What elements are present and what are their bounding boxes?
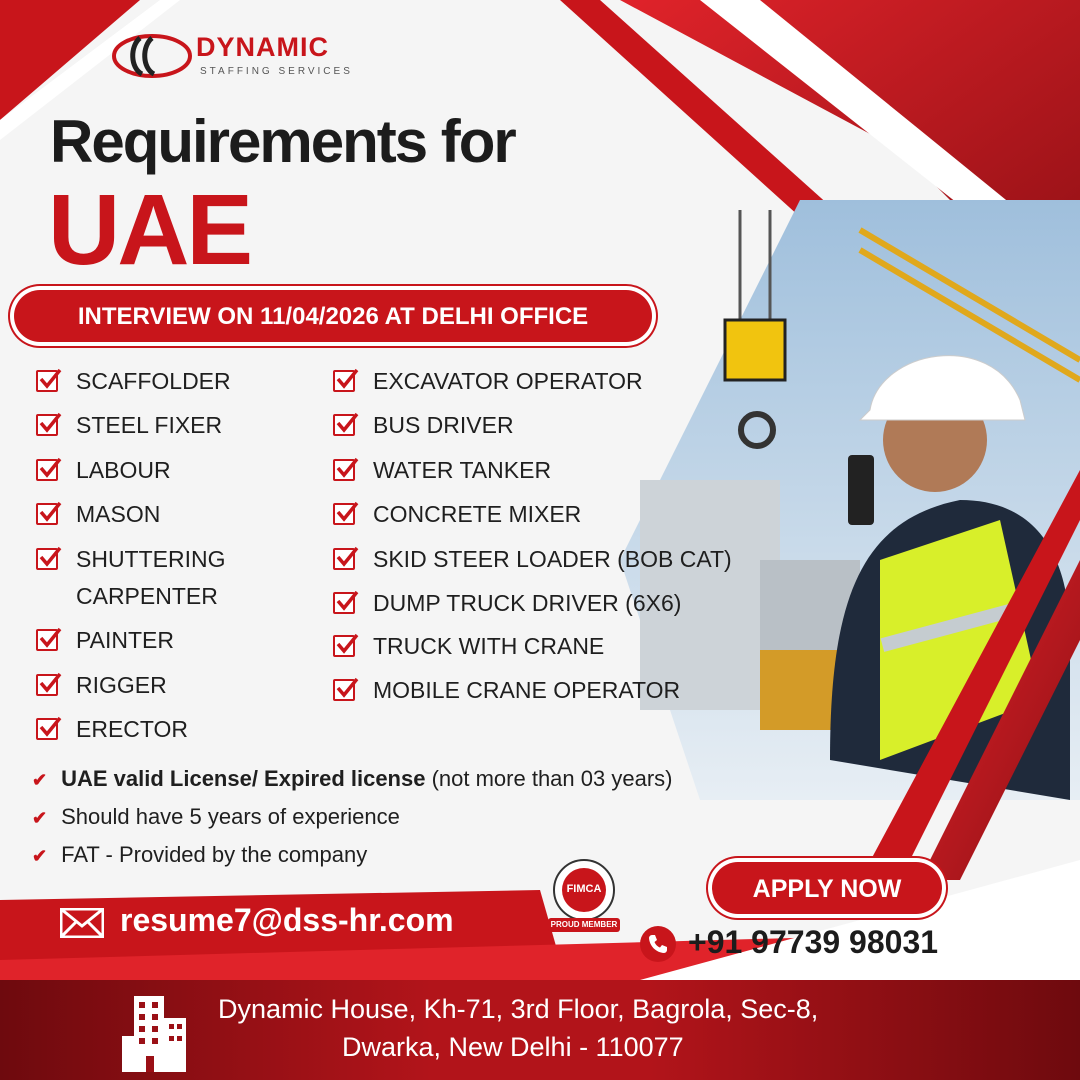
- job-label: ERECTOR: [76, 716, 189, 742]
- address-line1: Dynamic House, Kh-71, 3rd Floor, Bagrola, Sec-8,: [218, 994, 819, 1024]
- checkbox-icon: [36, 503, 58, 525]
- job-label: LABOUR: [76, 457, 171, 483]
- envelope-icon: [60, 908, 104, 938]
- check-mark-icon: ✔: [32, 846, 48, 866]
- fimca-ribbon: PROUD MEMBER: [550, 920, 618, 929]
- interview-banner-text: INTERVIEW ON 11/04/2026 AT DELHI OFFICE: [77, 303, 589, 330]
- address-line2: Dwarka, New Delhi - 110077: [342, 1032, 684, 1062]
- checkbox-icon: [333, 548, 355, 570]
- fimca-seal-icon: [544, 856, 624, 936]
- job-label: SCAFFOLDER: [76, 368, 231, 394]
- dss-monogram-logo: [112, 28, 192, 84]
- brand-logo: [112, 22, 382, 92]
- checkbox-icon: [333, 679, 355, 701]
- requirement-item: [32, 842, 367, 868]
- headline-line1: Requirements for: [50, 108, 515, 175]
- requirement-text: FAT - Provided by the company: [61, 842, 368, 867]
- apply-now-button[interactable]: [712, 862, 942, 914]
- email-address[interactable]: resume7@dss-hr.com: [120, 902, 454, 938]
- checkbox-icon: [36, 718, 58, 740]
- brand-tagline: STAFFING SERVICES: [200, 66, 353, 77]
- job-label: SKID STEER LOADER (BOB CAT): [373, 546, 732, 572]
- job-label: MOBILE CRANE OPERATOR: [373, 677, 681, 703]
- job-label: TRUCK WITH CRANE: [373, 633, 605, 659]
- checkbox-icon: [36, 370, 58, 392]
- email-contact[interactable]: [40, 888, 540, 956]
- checkbox-icon: [333, 370, 355, 392]
- checkbox-icon: [36, 629, 58, 651]
- job-label-continued: CARPENTER: [76, 583, 218, 609]
- checkbox-icon: [36, 459, 58, 481]
- brand-name: DYNAMIC: [196, 32, 329, 62]
- phone-icon: [640, 926, 676, 962]
- job-label: SHUTTERING: [76, 546, 226, 572]
- checkbox-icon: [36, 414, 58, 436]
- headline-country: UAE: [48, 174, 251, 286]
- interview-banner: [14, 290, 652, 342]
- requirement-text: Should have 5 years of experience: [61, 804, 400, 829]
- checkbox-icon: [333, 414, 355, 436]
- requirement-bold: UAE valid License/ Expired license: [61, 766, 426, 791]
- requirement-item: [32, 766, 672, 792]
- requirement-text: (not more than 03 years): [425, 766, 673, 791]
- checkbox-icon: [36, 674, 58, 696]
- job-label: CONCRETE MIXER: [373, 501, 582, 527]
- checkbox-icon: [333, 635, 355, 657]
- job-label: DUMP TRUCK DRIVER (6X6): [373, 590, 682, 616]
- requirement-item: [32, 804, 400, 830]
- checkbox-icon: [36, 548, 58, 570]
- job-label: EXCAVATOR OPERATOR: [373, 368, 643, 394]
- check-mark-icon: ✔: [32, 808, 48, 828]
- checkbox-icon: [333, 592, 355, 614]
- check-mark-icon: ✔: [32, 770, 48, 790]
- job-label: BUS DRIVER: [373, 412, 514, 438]
- apply-now-label: APPLY NOW: [752, 875, 902, 903]
- checkbox-icon: [333, 459, 355, 481]
- job-label: STEEL FIXER: [76, 412, 223, 438]
- job-label: MASON: [76, 501, 161, 527]
- checkbox-icon: [333, 503, 355, 525]
- job-label: WATER TANKER: [373, 457, 552, 483]
- building-icon: [120, 990, 200, 1072]
- footer-address-bar: [0, 980, 1080, 1080]
- job-label: PAINTER: [76, 627, 174, 653]
- phone-number[interactable]: +91 97739 98031: [688, 924, 939, 960]
- fimca-text: FIMCA: [566, 883, 602, 895]
- job-label: RIGGER: [76, 672, 167, 698]
